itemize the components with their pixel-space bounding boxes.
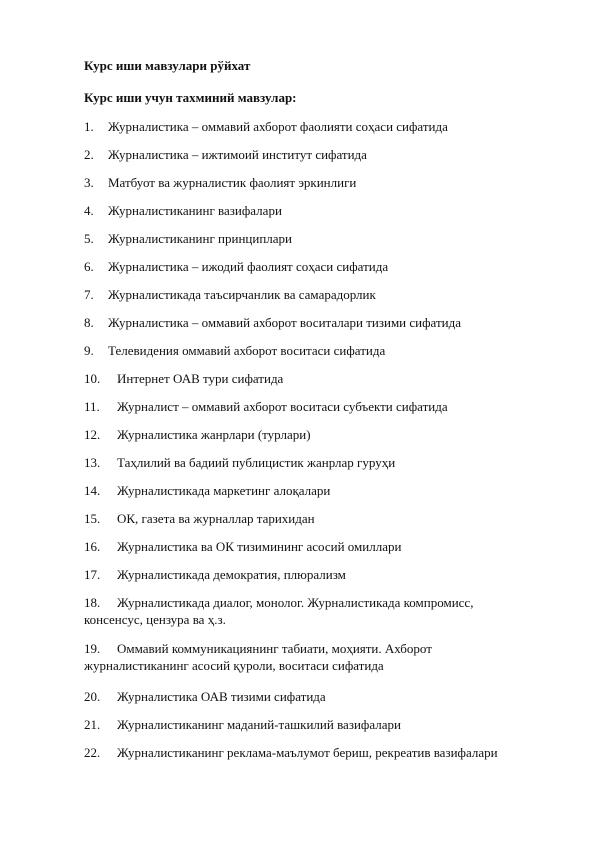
item-text: Журналистика – ижтимоий институт сифатида — [108, 147, 367, 162]
item-text: Интернет ОАВ тури сифатида — [117, 371, 284, 386]
list-item — [84, 426, 534, 443]
item-number: 14. — [84, 483, 101, 498]
document-title: Курс иши мавзулари рўйхат — [84, 58, 251, 73]
item-number: 11. — [84, 399, 100, 414]
item-text: Таҳлилий ва бадиий публицистик жанрлар гуруҳи — [117, 455, 396, 470]
list-item — [84, 286, 534, 303]
list-item — [84, 640, 534, 674]
item-number: 5. — [84, 231, 94, 246]
item-text: Журналистиканинг вазифалари — [108, 203, 282, 218]
list-item — [84, 510, 534, 527]
item-text: Телевидения оммавий ахборот воситаси сифатида — [108, 343, 386, 358]
item-number: 22. — [84, 745, 101, 760]
list-item — [84, 174, 534, 191]
item-text: Журналистика ОАВ тизими сифатида — [117, 689, 326, 704]
list-item — [84, 744, 534, 761]
item-number: 15. — [84, 511, 101, 526]
item-number: 18. — [84, 595, 101, 610]
list-item — [84, 314, 534, 331]
item-text: Журналистикада демократия, плюрализм — [117, 567, 346, 582]
item-number: 7. — [84, 287, 94, 302]
item-text: Журналистиканинг маданий-ташкилий вазифалари — [117, 717, 401, 732]
item-number: 8. — [84, 315, 94, 330]
list-item — [84, 370, 534, 387]
list-item — [84, 146, 534, 163]
document-subtitle: Курс иши учун тахминий мавзулар: — [84, 90, 297, 105]
list-item — [84, 538, 534, 555]
list-item — [84, 342, 534, 359]
item-number: 9. — [84, 343, 94, 358]
item-number: 17. — [84, 567, 101, 582]
list-item — [84, 482, 534, 499]
item-number: 3. — [84, 175, 94, 190]
list-item — [84, 230, 534, 247]
item-text: Журналистикада таъсирчанлик ва самарадорлик — [108, 287, 376, 302]
list-item — [84, 454, 534, 471]
item-number: 4. — [84, 203, 94, 218]
list-item — [84, 398, 534, 415]
item-number: 1. — [84, 119, 94, 134]
item-text: Журналистикада диалог, монолог. Журналистикада компромисс, консенсус, цензура ва ҳ.з. — [84, 595, 474, 627]
item-number: 12. — [84, 427, 101, 442]
item-number: 6. — [84, 259, 94, 274]
item-number: 16. — [84, 539, 101, 554]
item-number: 20. — [84, 689, 101, 704]
item-number: 2. — [84, 147, 94, 162]
item-text: Журналистиканинг принциплари — [108, 231, 293, 246]
item-text: Журналистика – оммавий ахборот фаолияти соҳаси сифатида — [108, 119, 448, 134]
list-item — [84, 688, 534, 705]
item-number: 10. — [84, 371, 101, 386]
list-item — [84, 118, 534, 135]
item-text: Журналист – оммавий ахборот воситаси субъекти сифатида — [117, 399, 448, 414]
list-item — [84, 202, 534, 219]
item-number: 13. — [84, 455, 101, 470]
list-item — [84, 716, 534, 733]
item-text: ОК, газета ва журналлар тарихидан — [117, 511, 315, 526]
item-text: Журналистика – оммавий ахборот воситалари тизими сифатида — [108, 315, 461, 330]
list-item — [84, 566, 534, 583]
item-number: 21. — [84, 717, 101, 732]
item-text: Журналистика – ижодий фаолият соҳаси сифатида — [108, 259, 389, 274]
item-text: Матбуот ва журналистик фаолият эркинлиги — [108, 175, 357, 190]
item-number: 19. — [84, 641, 101, 656]
item-text: Журналистикада маркетинг алоқалари — [117, 483, 331, 498]
list-item — [84, 258, 534, 275]
list-item — [84, 594, 534, 628]
item-text: Журналистика ва ОК тизимининг асосий омиллари — [117, 539, 402, 554]
item-text: Журналистиканинг реклама-маълумот бериш, рекреатив вазифалари — [117, 745, 498, 760]
item-text: Журналистика жанрлари (турлари) — [117, 427, 311, 442]
item-text: Оммавий коммуникациянинг табиати, моҳияти. Ахборот журналистиканинг асосий қуроли, воситаси сифатида — [84, 641, 432, 673]
